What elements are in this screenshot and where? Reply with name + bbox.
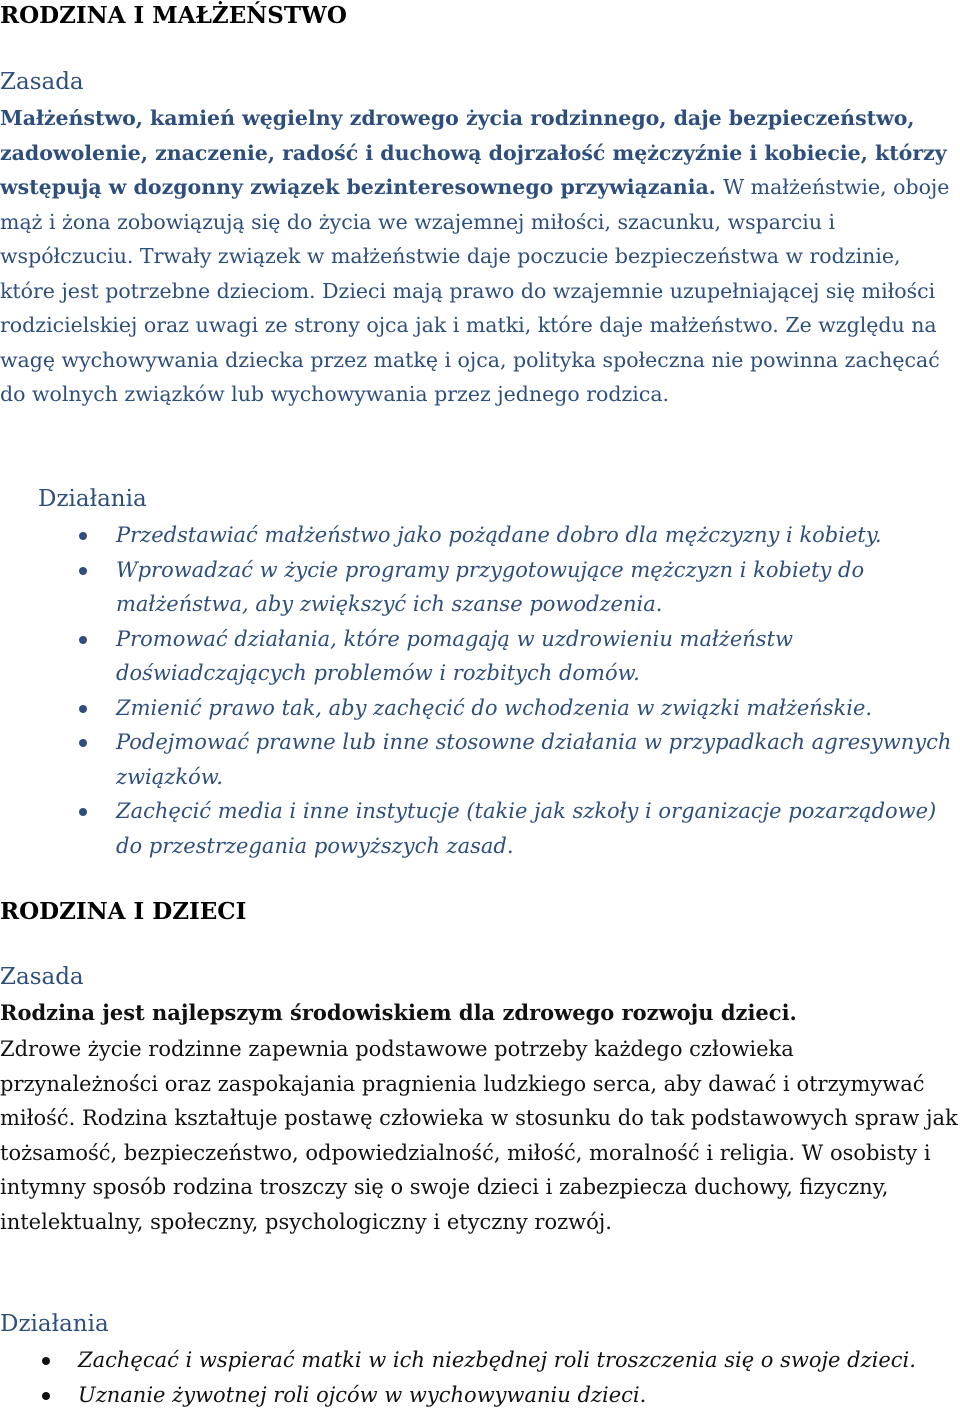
bullet-icon [79,567,87,575]
list-item: Zachęcać i wspierać matki w ich niezbędnej roli troszczenia się o swoje dzieci. [78,1343,958,1378]
bullet-icon [42,1392,50,1400]
bullet-icon [79,739,87,747]
principle-heading: Zasada [0,69,84,95]
list-item: Podejmować prawne lub inne stosowne działania w przypadkach agresywnych związków. [116,725,958,794]
actions-list-children [78,1343,958,1412]
list-item: Zachęcić media i inne instytucje (takie jak szkoły i organizacje pozarządowe) do przestrzegania powyższych zasad. [116,794,958,863]
principle-lead-children: Rodzina jest najlepszym środowiskiem dla zdrowego rozwoju dzieci. [0,1000,797,1025]
actions-heading: Działania [0,1311,109,1337]
actions-heading: Działania [38,486,147,512]
principle-body-children: Zdrowe życie rodzinne zapewnia podstawowe potrzeby każdego człowieka przynależności oraz zaspokajania pragnienia ludzkiego serca, aby dawać i otrzymywać miłość. Rodzina kształtuje postawę człowieka w stosunku do tak podstawowych spraw jak tożsamość, bezpieczeństwo, odpowiedzialność, miłość, moralność i religia. W osobisty i intymny sposób rodzina troszczy się o swoje dzieci i zabezpiecza duchowy, fizyczny, intelektualny, społeczny, psychologiczny i etyczny rozwój. [0,1037,958,1234]
actions-list-marriage [116,518,958,863]
list-item: Przedstawiać małżeństwo jako pożądane dobro dla mężczyzny i kobiety. [116,518,958,553]
list-item: Wprowadzać w życie programy przygotowujące mężczyzn i kobiety do małżeństwa, aby zwiększyć ich szanse powodzenia. [116,553,958,622]
bullet-icon [79,532,87,540]
principle-heading: Zasada [0,964,84,990]
list-item: Uznanie żywotnej roli ojców w wychowywaniu dzieci. [78,1378,958,1413]
list-item: Zmienić prawo tak, aby zachęcić do wchodzenia w związki małżeńskie. [116,691,958,726]
section-title-marriage: RODZINA I MAŁŻEŃSTWO [0,2,347,29]
bullet-icon [79,636,87,644]
principle-lead-bold: Małżeństwo, kamień węgielny zdrowego życia rodzinnego, daje bezpieczeństwo, zadowolenie, znaczenie, radość i duchową dojrzałość mężczyźnie i kobiecie, którzy wstępują w dozgonny związek bezinteresownego przywiązania. [0,106,947,199]
section-title-children: RODZINA I DZIECI [0,898,247,925]
bullet-icon [79,808,87,816]
bullet-icon [42,1357,50,1365]
bullet-icon [79,705,87,713]
list-item: Promować działania, które pomagają w uzdrowieniu małżeństw doświadczających problemów i rozbitych domów. [116,622,958,691]
principle-body: W małżeństwie, oboje mąż i żona zobowiązują się do życia we wzajemnej miłości, szacunku, wsparciu i współczuciu. Trwały związek w małżeństwie daje poczucie bezpieczeństwa w rodzinie, które jest potrzebne dzieciom. Dzieci mają prawo do wzajemnie uzupełniającej się miłości rodzicielskiej oraz uwagi ze strony ojca jak i matki, które daje małżeństwo. Ze względu na wagę wychowywania dziecka przez matkę i ojca, polityka społeczna nie powinna zachęcać do wolnych związków lub wychowywania przez jednego rodzica. [0,175,950,406]
principle-text-marriage [0,101,958,412]
